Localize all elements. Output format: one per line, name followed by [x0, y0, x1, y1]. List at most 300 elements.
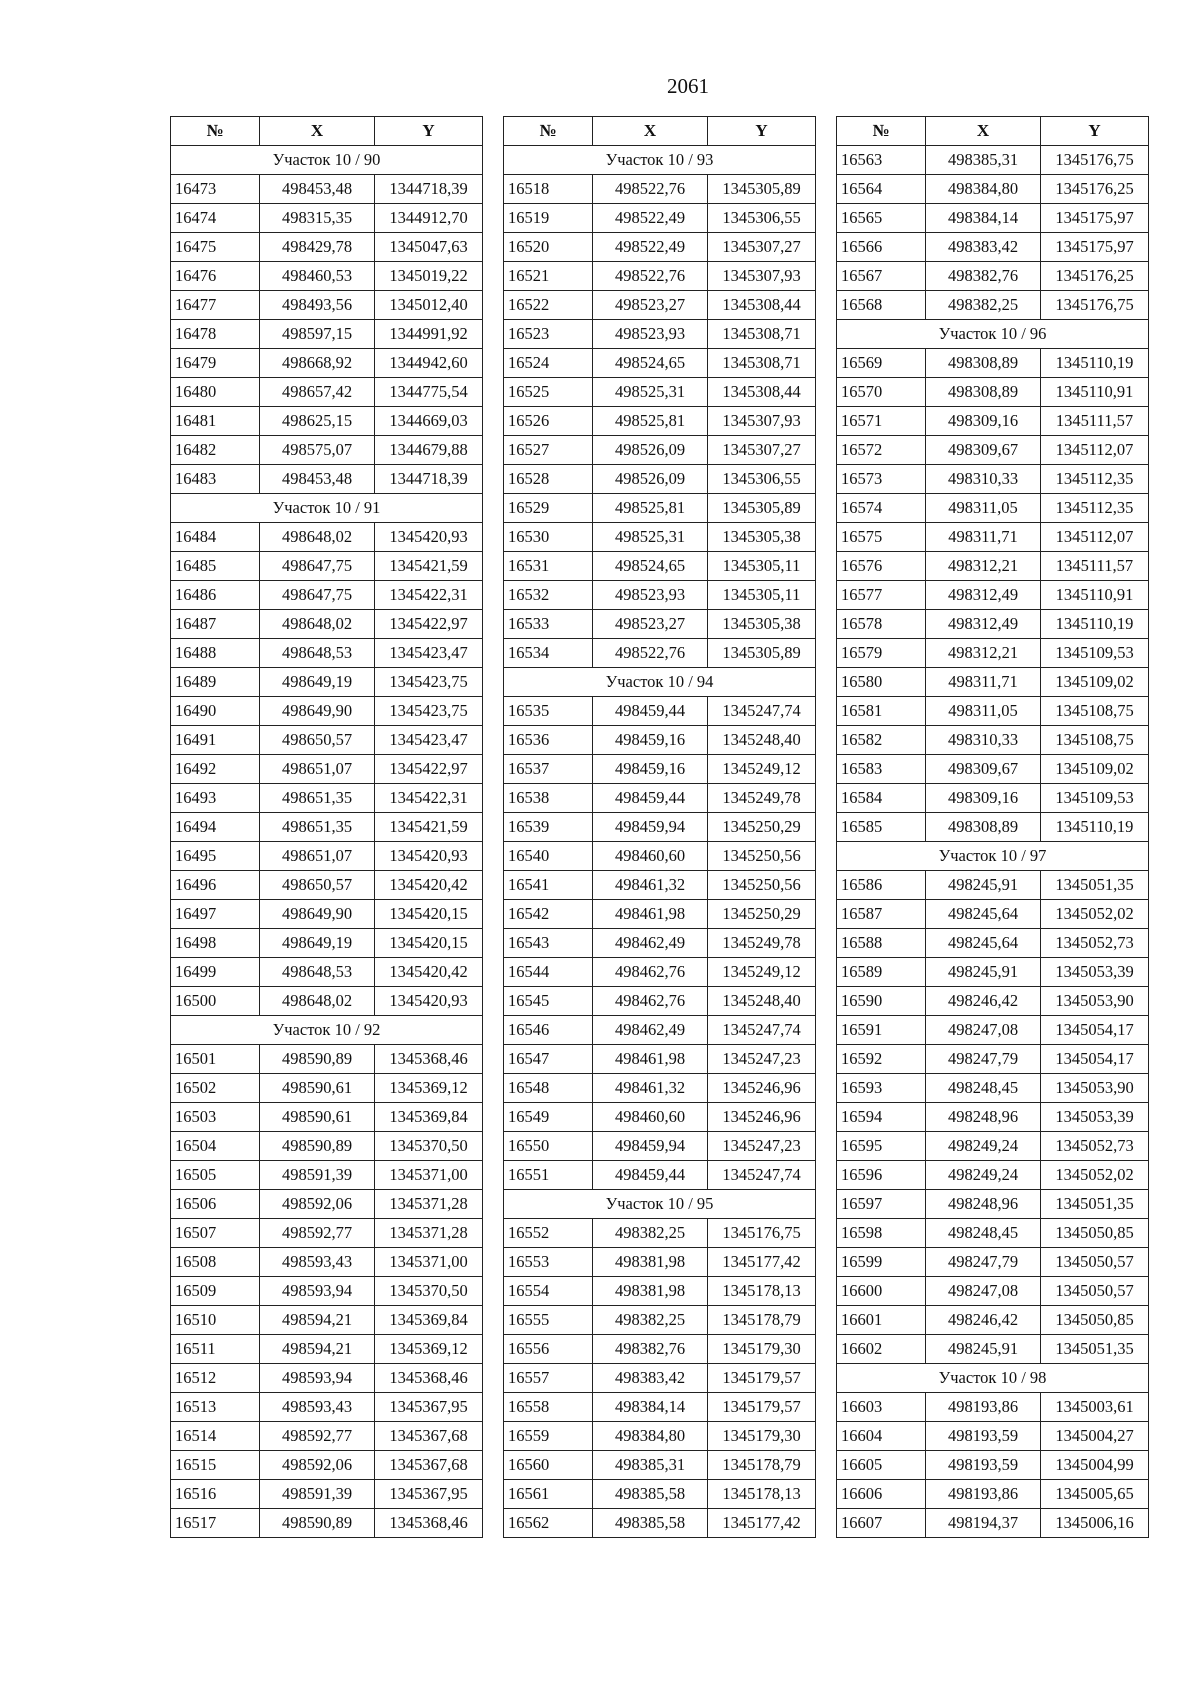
table-row: [837, 1451, 1149, 1480]
point-number-cell: 16554: [504, 1277, 593, 1306]
point-number-cell: 16543: [504, 929, 593, 958]
x-coordinate-cell: 498648,53: [260, 639, 375, 668]
x-coordinate-cell: 498383,42: [926, 233, 1041, 262]
x-coordinate-cell: 498249,24: [926, 1132, 1041, 1161]
y-coordinate-cell: 1345176,75: [1041, 291, 1149, 320]
y-coordinate-cell: 1345307,27: [708, 436, 816, 465]
point-number-cell: 16473: [171, 175, 260, 204]
x-coordinate-cell: 498247,08: [926, 1016, 1041, 1045]
section-header-row: [171, 1016, 483, 1045]
y-coordinate-cell: 1345019,22: [375, 262, 483, 291]
point-number-cell: 16573: [837, 465, 926, 494]
table-row: [504, 726, 816, 755]
x-coordinate-cell: 498651,07: [260, 842, 375, 871]
table-row: [504, 1016, 816, 1045]
point-number-cell: 16578: [837, 610, 926, 639]
table-row: [837, 1074, 1149, 1103]
table-row: [837, 291, 1149, 320]
point-number-cell: 16600: [837, 1277, 926, 1306]
point-number-cell: 16579: [837, 639, 926, 668]
point-number-cell: 16586: [837, 871, 926, 900]
coordinate-table: [836, 116, 1149, 1538]
x-coordinate-cell: 498385,58: [593, 1480, 708, 1509]
x-coordinate-cell: 498522,49: [593, 233, 708, 262]
table-row: [171, 1190, 483, 1219]
point-number-cell: 16567: [837, 262, 926, 291]
y-coordinate-cell: 1345305,89: [708, 175, 816, 204]
point-number-cell: 16581: [837, 697, 926, 726]
table-row: [837, 465, 1149, 494]
x-coordinate-cell: 498193,86: [926, 1480, 1041, 1509]
column-header-y: Y: [708, 117, 816, 146]
x-coordinate-cell: 498311,71: [926, 523, 1041, 552]
x-coordinate-cell: 498647,75: [260, 581, 375, 610]
x-coordinate-cell: 498525,31: [593, 378, 708, 407]
point-number-cell: 16569: [837, 349, 926, 378]
y-coordinate-cell: 1345370,50: [375, 1132, 483, 1161]
y-coordinate-cell: 1345179,30: [708, 1422, 816, 1451]
table-row: [837, 726, 1149, 755]
table-row: [837, 146, 1149, 175]
x-coordinate-cell: 498594,21: [260, 1306, 375, 1335]
y-coordinate-cell: 1345371,00: [375, 1248, 483, 1277]
table-row: [504, 233, 816, 262]
point-number-cell: 16519: [504, 204, 593, 233]
point-number-cell: 16480: [171, 378, 260, 407]
x-coordinate-cell: 498493,56: [260, 291, 375, 320]
x-coordinate-cell: 498590,89: [260, 1132, 375, 1161]
point-number-cell: 16575: [837, 523, 926, 552]
point-number-cell: 16539: [504, 813, 593, 842]
point-number-cell: 16522: [504, 291, 593, 320]
y-coordinate-cell: 1345249,78: [708, 929, 816, 958]
x-coordinate-cell: 498590,89: [260, 1509, 375, 1538]
x-coordinate-cell: 498310,33: [926, 465, 1041, 494]
y-coordinate-cell: 1345176,75: [1041, 146, 1149, 175]
table-row: [837, 581, 1149, 610]
table-row: [171, 1045, 483, 1074]
table-row: [837, 1190, 1149, 1219]
x-coordinate-cell: 498648,02: [260, 610, 375, 639]
x-coordinate-cell: 498249,24: [926, 1161, 1041, 1190]
table-row: [171, 291, 483, 320]
y-coordinate-cell: 1345176,25: [1041, 262, 1149, 291]
table-row: [171, 726, 483, 755]
x-coordinate-cell: 498525,81: [593, 407, 708, 436]
table-row: [837, 1480, 1149, 1509]
point-number-cell: 16534: [504, 639, 593, 668]
x-coordinate-cell: 498459,94: [593, 1132, 708, 1161]
x-coordinate-cell: 498247,08: [926, 1277, 1041, 1306]
y-coordinate-cell: 1345110,91: [1041, 378, 1149, 407]
x-coordinate-cell: 498651,35: [260, 784, 375, 813]
table-row: [504, 1248, 816, 1277]
x-coordinate-cell: 498246,42: [926, 987, 1041, 1016]
point-number-cell: 16553: [504, 1248, 593, 1277]
table-row: [504, 987, 816, 1016]
x-coordinate-cell: 498650,57: [260, 871, 375, 900]
y-coordinate-cell: 1345006,16: [1041, 1509, 1149, 1538]
y-coordinate-cell: 1345250,29: [708, 813, 816, 842]
column-header-x: X: [260, 117, 375, 146]
y-coordinate-cell: 1345420,15: [375, 929, 483, 958]
y-coordinate-cell: 1345420,93: [375, 842, 483, 871]
table-row: [504, 407, 816, 436]
point-number-cell: 16568: [837, 291, 926, 320]
point-number-cell: 16556: [504, 1335, 593, 1364]
table-row: [171, 233, 483, 262]
point-number-cell: 16515: [171, 1451, 260, 1480]
point-number-cell: 16501: [171, 1045, 260, 1074]
table-row: [171, 639, 483, 668]
x-coordinate-cell: 498651,07: [260, 755, 375, 784]
column-header-number: №: [504, 117, 593, 146]
y-coordinate-cell: 1345307,93: [708, 407, 816, 436]
table-row: [171, 1451, 483, 1480]
point-number-cell: 16545: [504, 987, 593, 1016]
point-number-cell: 16476: [171, 262, 260, 291]
coordinate-table: [170, 116, 483, 1538]
point-number-cell: 16524: [504, 349, 593, 378]
x-coordinate-cell: 498384,80: [926, 175, 1041, 204]
point-number-cell: 16551: [504, 1161, 593, 1190]
x-coordinate-cell: 498524,65: [593, 349, 708, 378]
x-coordinate-cell: 498648,02: [260, 523, 375, 552]
table-row: [837, 958, 1149, 987]
table-row: [504, 1219, 816, 1248]
point-number-cell: 16605: [837, 1451, 926, 1480]
x-coordinate-cell: 498247,79: [926, 1248, 1041, 1277]
x-coordinate-cell: 498382,25: [593, 1306, 708, 1335]
table-row: [837, 1219, 1149, 1248]
table-row: [171, 175, 483, 204]
y-coordinate-cell: 1345371,00: [375, 1161, 483, 1190]
y-coordinate-cell: 1345370,50: [375, 1277, 483, 1306]
x-coordinate-cell: 498649,90: [260, 900, 375, 929]
x-coordinate-cell: 498193,59: [926, 1422, 1041, 1451]
table-row: [837, 639, 1149, 668]
table-row: [837, 494, 1149, 523]
y-coordinate-cell: 1345109,02: [1041, 755, 1149, 784]
x-coordinate-cell: 498248,45: [926, 1219, 1041, 1248]
y-coordinate-cell: 1345420,42: [375, 871, 483, 900]
y-coordinate-cell: 1345368,46: [375, 1509, 483, 1538]
point-number-cell: 16598: [837, 1219, 926, 1248]
point-number-cell: 16489: [171, 668, 260, 697]
section-header-row: [837, 842, 1149, 871]
table-row: [504, 755, 816, 784]
table-row: [171, 436, 483, 465]
table-row: [504, 1422, 816, 1451]
x-coordinate-cell: 498648,02: [260, 987, 375, 1016]
table-row: [837, 407, 1149, 436]
point-number-cell: 16533: [504, 610, 593, 639]
table-row: [171, 1364, 483, 1393]
x-coordinate-cell: 498593,94: [260, 1364, 375, 1393]
table-row: [171, 958, 483, 987]
x-coordinate-cell: 498311,05: [926, 697, 1041, 726]
coordinate-table: [503, 116, 816, 1538]
y-coordinate-cell: 1345112,07: [1041, 436, 1149, 465]
y-coordinate-cell: 1345179,57: [708, 1393, 816, 1422]
point-number-cell: 16502: [171, 1074, 260, 1103]
point-number-cell: 16516: [171, 1480, 260, 1509]
table-row: [504, 784, 816, 813]
y-coordinate-cell: 1345246,96: [708, 1074, 816, 1103]
point-number-cell: 16583: [837, 755, 926, 784]
point-number-cell: 16555: [504, 1306, 593, 1335]
table-row: [171, 1132, 483, 1161]
y-coordinate-cell: 1345250,56: [708, 871, 816, 900]
y-coordinate-cell: 1345050,85: [1041, 1306, 1149, 1335]
point-number-cell: 16561: [504, 1480, 593, 1509]
table-row: [504, 1132, 816, 1161]
y-coordinate-cell: 1345305,89: [708, 639, 816, 668]
x-coordinate-cell: 498315,35: [260, 204, 375, 233]
point-number-cell: 16525: [504, 378, 593, 407]
y-coordinate-cell: 1345111,57: [1041, 407, 1149, 436]
x-coordinate-cell: 498245,64: [926, 929, 1041, 958]
x-coordinate-cell: 498522,76: [593, 262, 708, 291]
table-row: [504, 291, 816, 320]
y-coordinate-cell: 1345047,63: [375, 233, 483, 262]
y-coordinate-cell: 1345369,84: [375, 1103, 483, 1132]
x-coordinate-cell: 498593,43: [260, 1248, 375, 1277]
y-coordinate-cell: 1345051,35: [1041, 871, 1149, 900]
section-title: Участок 10 / 98: [837, 1364, 1149, 1393]
table-row: [837, 813, 1149, 842]
point-number-cell: 16549: [504, 1103, 593, 1132]
y-coordinate-cell: 1345178,79: [708, 1451, 816, 1480]
x-coordinate-cell: 498459,16: [593, 755, 708, 784]
point-number-cell: 16521: [504, 262, 593, 291]
table-row: [837, 900, 1149, 929]
x-coordinate-cell: 498592,77: [260, 1219, 375, 1248]
point-number-cell: 16482: [171, 436, 260, 465]
y-coordinate-cell: 1345246,96: [708, 1103, 816, 1132]
table-row: [504, 1103, 816, 1132]
table-row: [504, 1480, 816, 1509]
y-coordinate-cell: 1345306,55: [708, 204, 816, 233]
table-row: [171, 1422, 483, 1451]
x-coordinate-cell: 498383,42: [593, 1364, 708, 1393]
x-coordinate-cell: 498523,93: [593, 581, 708, 610]
table-row: [837, 175, 1149, 204]
y-coordinate-cell: 1345305,38: [708, 610, 816, 639]
y-coordinate-cell: 1345308,71: [708, 349, 816, 378]
y-coordinate-cell: 1345112,35: [1041, 465, 1149, 494]
point-number-cell: 16602: [837, 1335, 926, 1364]
y-coordinate-cell: 1345420,42: [375, 958, 483, 987]
x-coordinate-cell: 498524,65: [593, 552, 708, 581]
y-coordinate-cell: 1345247,74: [708, 1161, 816, 1190]
point-number-cell: 16584: [837, 784, 926, 813]
point-number-cell: 16562: [504, 1509, 593, 1538]
point-number-cell: 16499: [171, 958, 260, 987]
table-row: [504, 813, 816, 842]
point-number-cell: 16580: [837, 668, 926, 697]
y-coordinate-cell: 1344679,88: [375, 436, 483, 465]
point-number-cell: 16604: [837, 1422, 926, 1451]
y-coordinate-cell: 1345112,07: [1041, 523, 1149, 552]
point-number-cell: 16527: [504, 436, 593, 465]
table-row: [504, 378, 816, 407]
point-number-cell: 16487: [171, 610, 260, 639]
table-row: [837, 436, 1149, 465]
x-coordinate-cell: 498650,57: [260, 726, 375, 755]
x-coordinate-cell: 498649,19: [260, 668, 375, 697]
point-number-cell: 16503: [171, 1103, 260, 1132]
y-coordinate-cell: 1345250,56: [708, 842, 816, 871]
table-row: [837, 871, 1149, 900]
y-coordinate-cell: 1345367,95: [375, 1480, 483, 1509]
x-coordinate-cell: 498382,76: [926, 262, 1041, 291]
y-coordinate-cell: 1345003,61: [1041, 1393, 1149, 1422]
y-coordinate-cell: 1345179,30: [708, 1335, 816, 1364]
point-number-cell: 16508: [171, 1248, 260, 1277]
y-coordinate-cell: 1345423,47: [375, 726, 483, 755]
table-row: [837, 262, 1149, 291]
x-coordinate-cell: 498522,76: [593, 639, 708, 668]
point-number-cell: 16498: [171, 929, 260, 958]
point-number-cell: 16559: [504, 1422, 593, 1451]
table-row: [171, 1509, 483, 1538]
point-number-cell: 16532: [504, 581, 593, 610]
table-row: [837, 1277, 1149, 1306]
point-number-cell: 16572: [837, 436, 926, 465]
x-coordinate-cell: 498460,53: [260, 262, 375, 291]
y-coordinate-cell: 1344942,60: [375, 349, 483, 378]
point-number-cell: 16558: [504, 1393, 593, 1422]
x-coordinate-cell: 498245,91: [926, 871, 1041, 900]
point-number-cell: 16505: [171, 1161, 260, 1190]
x-coordinate-cell: 498385,31: [593, 1451, 708, 1480]
point-number-cell: 16484: [171, 523, 260, 552]
point-number-cell: 16514: [171, 1422, 260, 1451]
x-coordinate-cell: 498522,49: [593, 204, 708, 233]
x-coordinate-cell: 498312,21: [926, 552, 1041, 581]
y-coordinate-cell: 1345179,57: [708, 1364, 816, 1393]
table-row: [837, 1509, 1149, 1538]
table-row: [504, 494, 816, 523]
y-coordinate-cell: 1345052,02: [1041, 900, 1149, 929]
point-number-cell: 16477: [171, 291, 260, 320]
x-coordinate-cell: 498459,44: [593, 784, 708, 813]
table-row: [504, 175, 816, 204]
table-row: [171, 668, 483, 697]
point-number-cell: 16536: [504, 726, 593, 755]
y-coordinate-cell: 1345109,02: [1041, 668, 1149, 697]
point-number-cell: 16591: [837, 1016, 926, 1045]
point-number-cell: 16599: [837, 1248, 926, 1277]
table-row: [171, 900, 483, 929]
y-coordinate-cell: 1344718,39: [375, 465, 483, 494]
point-number-cell: 16606: [837, 1480, 926, 1509]
table-row: [171, 465, 483, 494]
y-coordinate-cell: 1345109,53: [1041, 784, 1149, 813]
point-number-cell: 16594: [837, 1103, 926, 1132]
y-coordinate-cell: 1345175,97: [1041, 233, 1149, 262]
table-row: [837, 1393, 1149, 1422]
table-row: [837, 1132, 1149, 1161]
table-row: [837, 929, 1149, 958]
x-coordinate-cell: 498459,16: [593, 726, 708, 755]
x-coordinate-cell: 498522,76: [593, 175, 708, 204]
point-number-cell: 16590: [837, 987, 926, 1016]
point-number-cell: 16540: [504, 842, 593, 871]
table-row: [171, 1335, 483, 1364]
y-coordinate-cell: 1345247,23: [708, 1132, 816, 1161]
table-row: [171, 581, 483, 610]
table-row: [504, 610, 816, 639]
point-number-cell: 16564: [837, 175, 926, 204]
table-row: [504, 1364, 816, 1393]
table-row: [504, 349, 816, 378]
point-number-cell: 16491: [171, 726, 260, 755]
point-number-cell: 16528: [504, 465, 593, 494]
x-coordinate-cell: 498590,61: [260, 1074, 375, 1103]
point-number-cell: 16517: [171, 1509, 260, 1538]
y-coordinate-cell: 1345422,31: [375, 784, 483, 813]
table-row: [504, 1306, 816, 1335]
x-coordinate-cell: 498594,21: [260, 1335, 375, 1364]
point-number-cell: 16493: [171, 784, 260, 813]
y-coordinate-cell: 1345368,46: [375, 1045, 483, 1074]
table-row: [837, 1045, 1149, 1074]
x-coordinate-cell: 498526,09: [593, 436, 708, 465]
x-coordinate-cell: 498523,27: [593, 610, 708, 639]
y-coordinate-cell: 1345423,75: [375, 668, 483, 697]
table-row: [504, 1393, 816, 1422]
table-row: [837, 668, 1149, 697]
point-number-cell: 16582: [837, 726, 926, 755]
x-coordinate-cell: 498382,25: [593, 1219, 708, 1248]
y-coordinate-cell: 1345248,40: [708, 726, 816, 755]
point-number-cell: 16479: [171, 349, 260, 378]
y-coordinate-cell: 1345247,23: [708, 1045, 816, 1074]
point-number-cell: 16587: [837, 900, 926, 929]
y-coordinate-cell: 1345012,40: [375, 291, 483, 320]
table-row: [504, 552, 816, 581]
section-header-row: [837, 320, 1149, 349]
column-header-number: №: [837, 117, 926, 146]
x-coordinate-cell: 498461,32: [593, 1074, 708, 1103]
point-number-cell: 16510: [171, 1306, 260, 1335]
point-number-cell: 16544: [504, 958, 593, 987]
table-row: [171, 407, 483, 436]
table-row: [171, 1248, 483, 1277]
x-coordinate-cell: 498308,89: [926, 349, 1041, 378]
x-coordinate-cell: 498525,81: [593, 494, 708, 523]
x-coordinate-cell: 498245,91: [926, 958, 1041, 987]
x-coordinate-cell: 498453,48: [260, 465, 375, 494]
x-coordinate-cell: 498460,60: [593, 1103, 708, 1132]
point-number-cell: 16548: [504, 1074, 593, 1103]
table-row: [504, 262, 816, 291]
x-coordinate-cell: 498647,75: [260, 552, 375, 581]
table-row: [171, 1480, 483, 1509]
point-number-cell: 16483: [171, 465, 260, 494]
point-number-cell: 16481: [171, 407, 260, 436]
table-row: [837, 378, 1149, 407]
point-number-cell: 16557: [504, 1364, 593, 1393]
section-title: Участок 10 / 93: [504, 146, 816, 175]
table-row: [171, 1103, 483, 1132]
table-row: [171, 1219, 483, 1248]
x-coordinate-cell: 498459,94: [593, 813, 708, 842]
x-coordinate-cell: 498248,96: [926, 1190, 1041, 1219]
table-row: [171, 1277, 483, 1306]
